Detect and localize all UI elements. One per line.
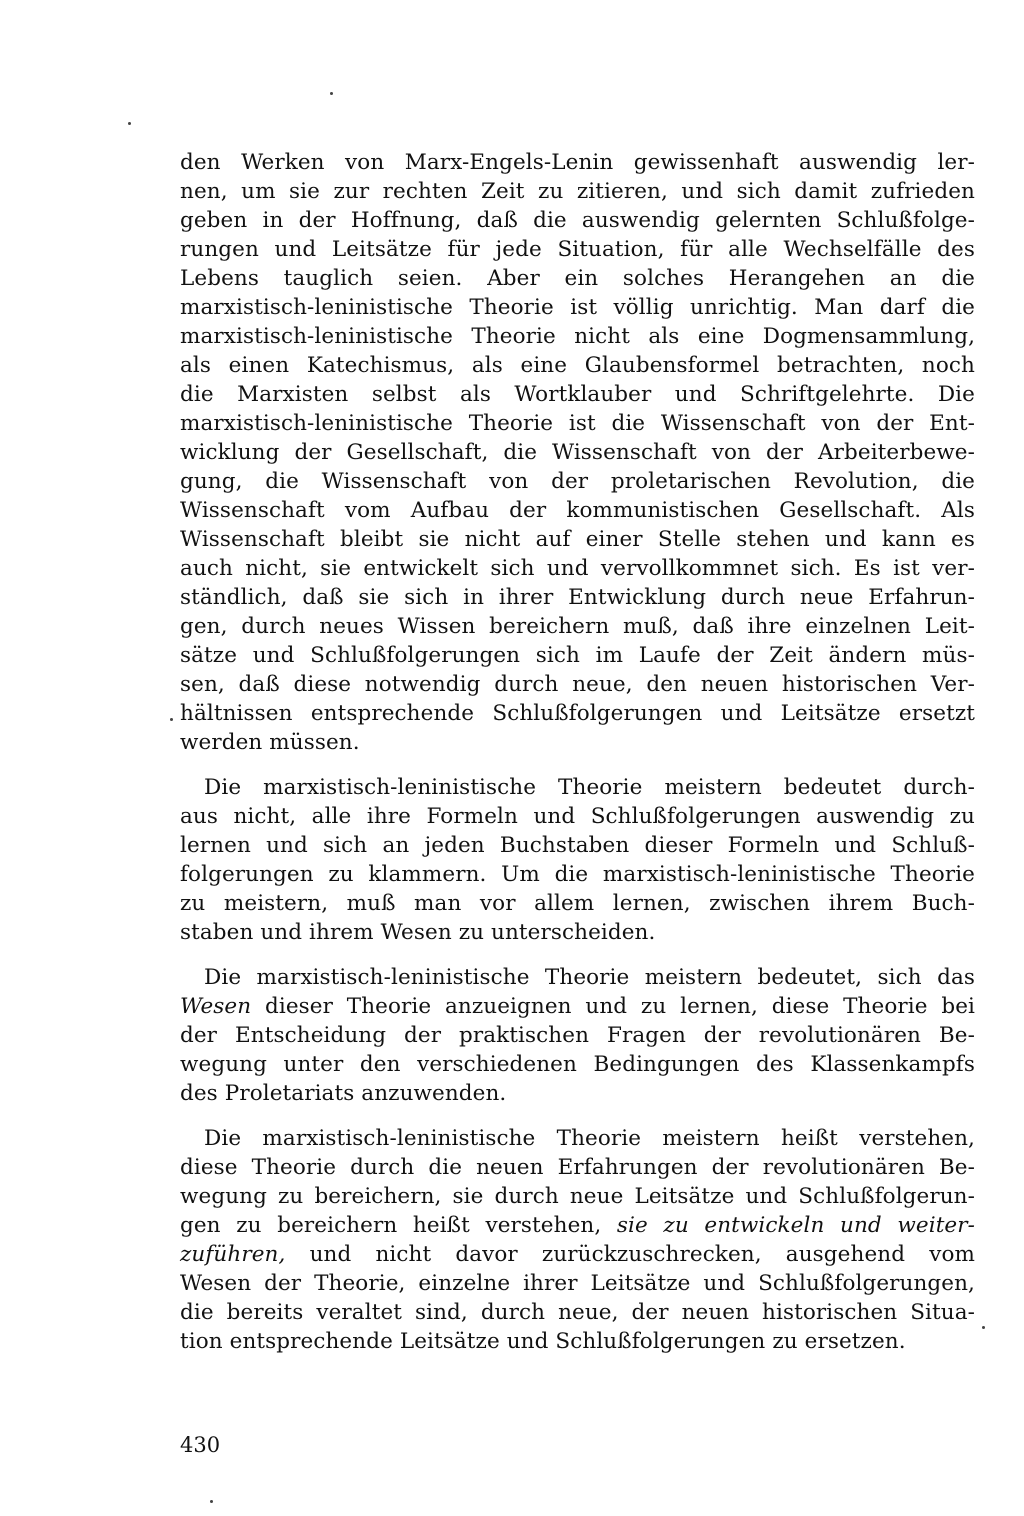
text-line: marxistisch-leninistische Theorie ist völlig unrichtig. Man darf die xyxy=(180,295,975,320)
text-line: Die marxistisch-leninistische Theorie meistern heißt verstehen, xyxy=(204,1126,975,1151)
text-line: ständlich, daß sie sich in ihrer Entwicklung durch neue Erfahrun- xyxy=(180,585,975,610)
text-line: wicklung der Gesellschaft, die Wissenschaft von der Arbeiterbewe- xyxy=(180,440,975,465)
text-line: folgerungen zu klammern. Um die marxistisch-leninistische Theorie xyxy=(180,862,975,887)
print-speck xyxy=(128,122,131,125)
text-line: die Marxisten selbst als Wortklauber und Schriftgelehrte. Die xyxy=(180,382,975,407)
text-line: tion entsprechende Leitsätze und Schlußfolgerungen zu ersetzen. xyxy=(180,1329,906,1354)
print-speck xyxy=(330,92,333,95)
text-line: staben und ihrem Wesen zu unterscheiden. xyxy=(180,920,656,945)
text-line: wegung unter den verschiedenen Bedingungen des Klassenkampfs xyxy=(180,1052,975,1077)
text-line: die bereits veraltet sind, durch neue, der neuen historischen Situa- xyxy=(180,1300,975,1325)
text-line: Wissenschaft vom Aufbau der kommunistischen Gesellschaft. Als xyxy=(180,498,975,523)
paragraph-3 xyxy=(180,963,975,1108)
text-line: hältnissen entsprechende Schlußfolgerungen und Leitsätze ersetzt xyxy=(180,701,975,726)
text-line: wegung zu bereichern, sie durch neue Leitsätze und Schlußfolgerun- xyxy=(180,1184,975,1209)
text-line: rungen und Leitsätze für jede Situation, für alle Wechselfälle des xyxy=(180,237,975,262)
text-fragment: gen zu bereichern heißt verstehen, xyxy=(180,1213,602,1238)
page-number: 430 xyxy=(180,1433,221,1457)
text-line: gung, die Wissenschaft von der proletarischen Revolution, die xyxy=(180,469,975,494)
text-fragment: dieser Theorie anzueignen und zu lernen, diese Theorie bei xyxy=(264,994,976,1019)
text-line: sätze und Schlußfolgerungen sich im Laufe der Zeit ändern müs- xyxy=(180,643,975,668)
text-line: zu meistern, muß man vor allem lernen, zwischen ihrem Buch- xyxy=(180,891,975,916)
paragraph-4 xyxy=(180,1124,975,1356)
text-line: nen, um sie zur rechten Zeit zu zitieren, und sich damit zufrieden xyxy=(180,179,975,204)
text-line: marxistisch-leninistische Theorie ist die Wissenschaft von der Ent- xyxy=(180,411,975,436)
print-speck xyxy=(982,1326,985,1329)
text-fragment: und nicht davor zurückzuschrecken, ausgehend vom xyxy=(309,1242,975,1267)
text-line: auch nicht, sie entwickelt sich und vervollkommnet sich. Es ist ver- xyxy=(180,556,975,581)
text-line xyxy=(180,1240,975,1269)
emphasis-text: Wesen xyxy=(180,994,252,1019)
text-line xyxy=(180,1211,975,1240)
text-line: des Proletariats anzuwenden. xyxy=(180,1081,507,1106)
text-line: der Entscheidung der praktischen Fragen der revolutionären Be- xyxy=(180,1023,975,1048)
text-line: Lebens tauglich seien. Aber ein solches Herangehen an die xyxy=(180,266,975,291)
paragraph-1 xyxy=(180,148,975,757)
text-line: Die marxistisch-leninistische Theorie meistern bedeutet durch- xyxy=(204,775,975,800)
text-line: Wesen der Theorie, einzelne ihrer Leitsätze und Schlußfolgerungen, xyxy=(180,1271,975,1296)
emphasis-text: zuführen, xyxy=(180,1242,286,1267)
paragraph-2 xyxy=(180,773,975,947)
text-line: Die marxistisch-leninistische Theorie meistern bedeutet, sich das xyxy=(204,965,975,990)
text-line: marxistisch-leninistische Theorie nicht als eine Dogmensammlung, xyxy=(180,324,975,349)
page-text xyxy=(180,148,975,1372)
text-line: aus nicht, alle ihre Formeln und Schlußfolgerungen auswendig zu xyxy=(180,804,975,829)
text-line: lernen und sich an jeden Buchstaben dieser Formeln und Schluß- xyxy=(180,833,975,858)
print-speck xyxy=(170,718,173,721)
text-line: sen, daß diese notwendig durch neue, den neuen historischen Ver- xyxy=(180,672,975,697)
text-line: Wissenschaft bleibt sie nicht auf einer Stelle stehen und kann es xyxy=(180,527,975,552)
text-line: geben in der Hoffnung, daß die auswendig gelernten Schlußfolge- xyxy=(180,208,975,233)
text-line: gen, durch neues Wissen bereichern muß, daß ihre einzelnen Leit- xyxy=(180,614,975,639)
emphasis-text: sie zu entwickeln und weiter- xyxy=(616,1213,975,1238)
text-line: den Werken von Marx-Engels-Lenin gewissenhaft auswendig ler- xyxy=(180,150,975,175)
text-line: werden müssen. xyxy=(180,730,360,755)
text-line: diese Theorie durch die neuen Erfahrungen der revolutionären Be- xyxy=(180,1155,975,1180)
print-speck xyxy=(210,1500,213,1503)
text-line: als einen Katechismus, als eine Glaubensformel betrachten, noch xyxy=(180,353,975,378)
text-line xyxy=(180,992,975,1021)
